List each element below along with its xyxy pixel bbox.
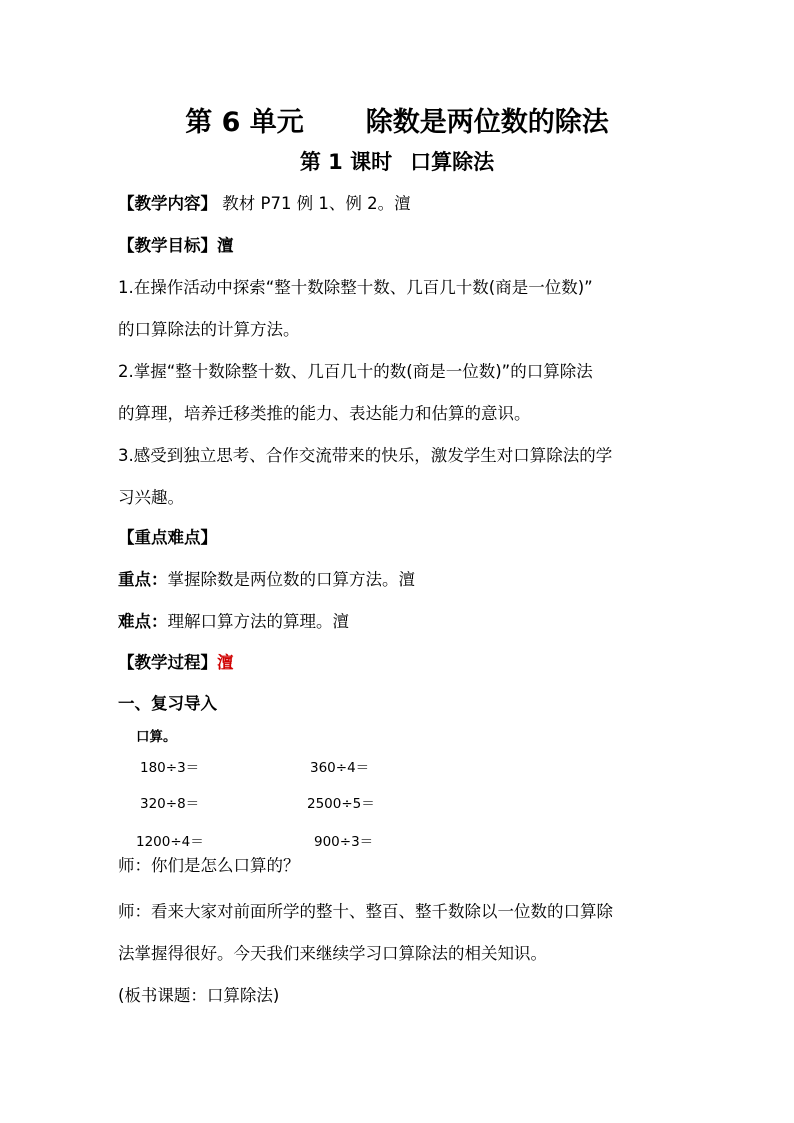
- lesson-title: [0, 146, 794, 176]
- focus-label: 重点：: [118, 570, 168, 589]
- unit-number: 第 6 单元: [185, 107, 304, 138]
- goal-line: 1.在操作活动中探索“整十数除整十数、几百几十数(商是一位数)”: [118, 278, 593, 297]
- goal-line: 习兴趣。: [118, 488, 184, 507]
- problem: 180÷3＝: [140, 760, 200, 776]
- page-title: [0, 100, 794, 139]
- focus-mark: 澶: [398, 570, 415, 589]
- difficulty-point: [118, 608, 349, 632]
- problem: 360÷4＝: [310, 760, 370, 776]
- problem: 1200÷4＝: [136, 834, 204, 850]
- lesson-number: 第 1 课时: [299, 150, 393, 174]
- dialogue-line: 法掌握得很好。今天我们来继续学习口算除法的相关知识。: [118, 944, 547, 963]
- problem: 2500÷5＝: [307, 796, 375, 812]
- oral-calc-label: 口算。: [136, 729, 177, 745]
- problem: 320÷8＝: [140, 796, 200, 812]
- problem: 900÷3＝: [314, 834, 374, 850]
- teaching-content-text: 教材 P71 例 1、例 2。: [217, 194, 395, 213]
- teaching-process-label: 【教学过程】: [118, 653, 217, 672]
- teaching-content: [118, 190, 411, 214]
- unit-topic: 除数是两位数的除法: [365, 107, 609, 138]
- difficulty-mark: 澶: [332, 612, 349, 631]
- keypoints-heading: 【重点难点】: [118, 528, 217, 547]
- dialogue-line: 师：你们是怎么口算的？: [118, 856, 300, 875]
- section-heading: 一、复习导入: [118, 694, 217, 713]
- teaching-content-label: 【教学内容】: [118, 194, 217, 213]
- teaching-goals-label: 【教学目标】: [118, 236, 217, 255]
- teaching-process-mark: 澶: [217, 653, 234, 672]
- goal-line: 2.掌握“整十数除整十数、几百几十的数(商是一位数)”的口算除法: [118, 362, 593, 381]
- goal-line: 3.感受到独立思考、合作交流带来的快乐，激发学生对口算除法的学: [118, 446, 613, 465]
- teaching-content-mark: 澶: [394, 194, 411, 213]
- goal-line: 的算理，培养迁移类推的能力、表达能力和估算的意识。: [118, 404, 531, 423]
- goal-line: 的口算除法的计算方法。: [118, 320, 300, 339]
- focus-point: [118, 566, 415, 590]
- difficulty-text: 理解口算方法的算理。: [167, 612, 333, 631]
- difficulty-label: 难点：: [118, 612, 168, 631]
- dialogue-line: (板书课题：口算除法): [118, 986, 280, 1005]
- teaching-goals-mark: 澶: [217, 236, 234, 255]
- lesson-name: 口算除法: [410, 150, 495, 174]
- teaching-process-heading: [118, 649, 234, 673]
- teaching-goals-heading: [118, 232, 234, 256]
- dialogue-line: 师：看来大家对前面所学的整十、整百、整千数除以一位数的口算除: [118, 902, 613, 921]
- focus-text: 掌握除数是两位数的口算方法。: [167, 570, 399, 589]
